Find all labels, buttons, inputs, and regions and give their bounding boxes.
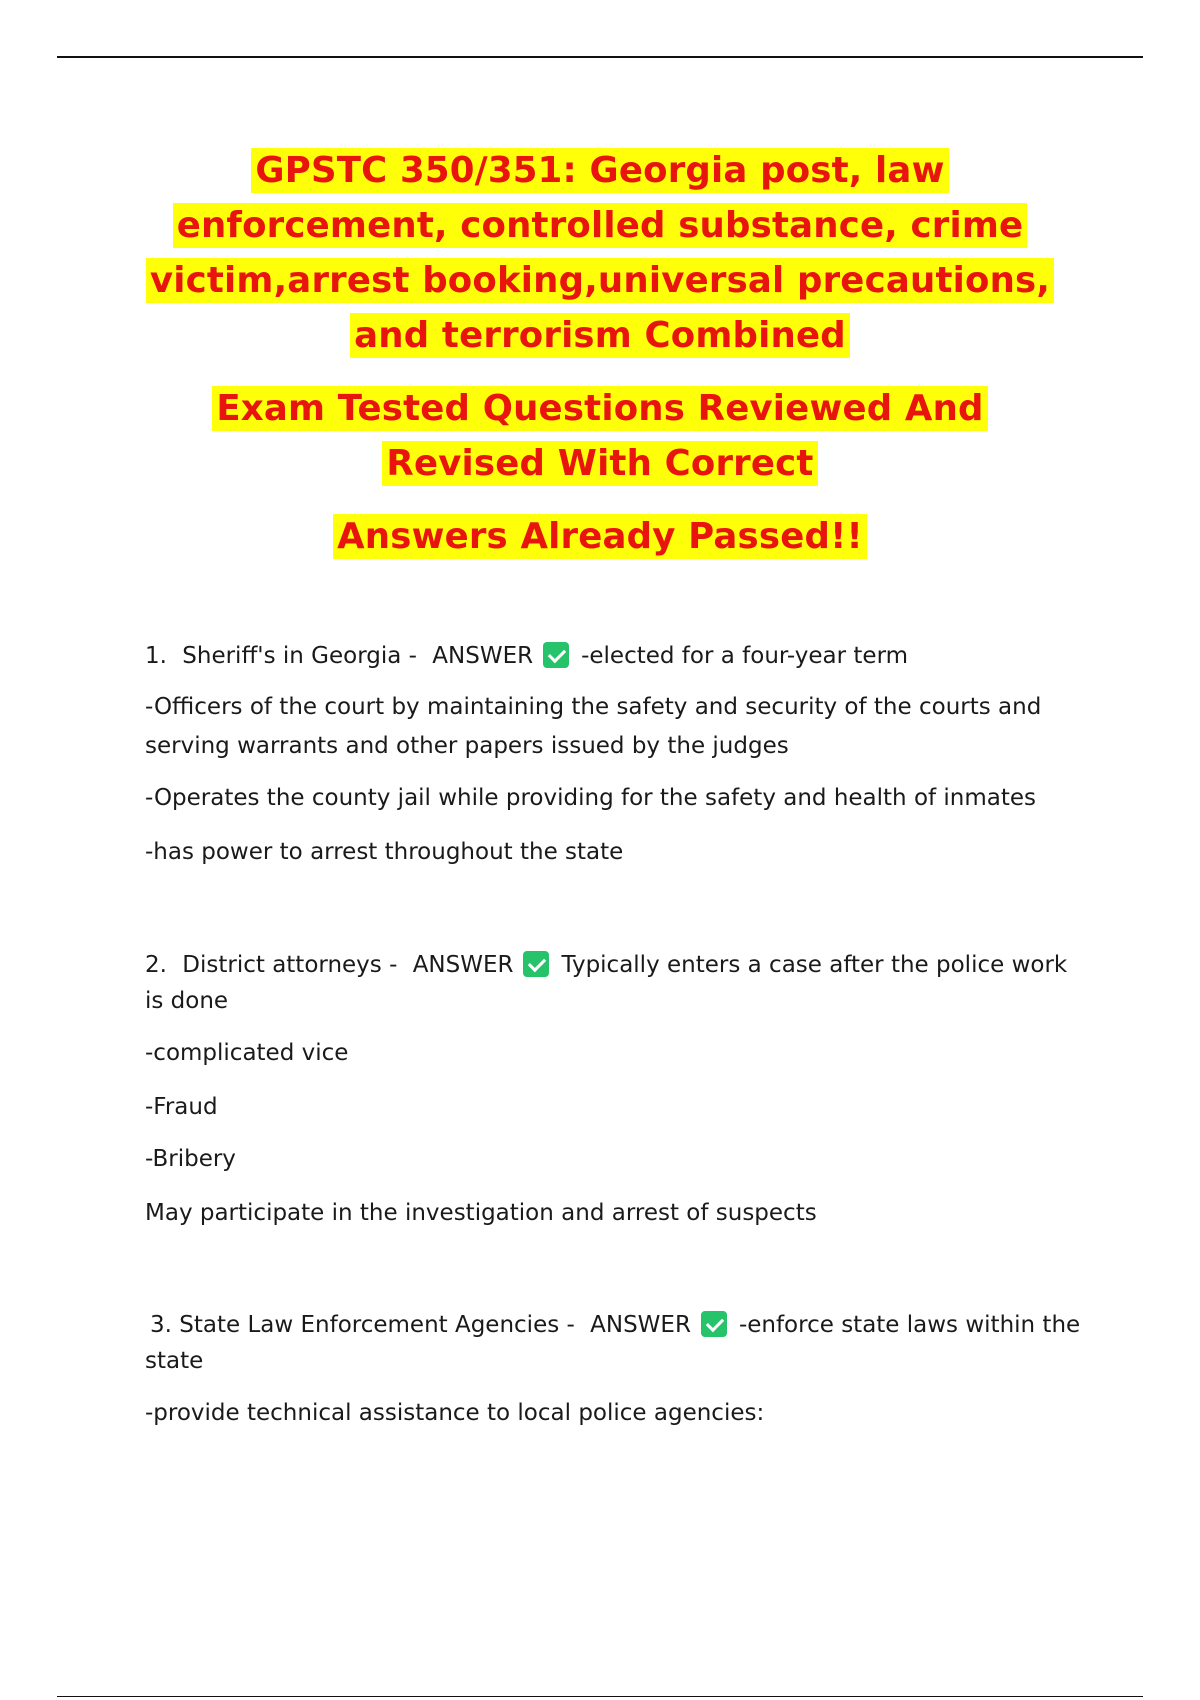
answer-label: ANSWER <box>590 1312 691 1338</box>
title-line: enforcement, controlled substance, crime <box>0 198 1200 253</box>
title-line: Revised With Correct <box>0 436 1200 491</box>
checkmark-icon <box>701 1311 727 1337</box>
title-line: Answers Already Passed!! <box>0 509 1200 564</box>
question-term: State Law Enforcement Agencies - <box>179 1312 575 1338</box>
question-1-heading <box>145 638 1095 675</box>
checkmark-icon <box>523 951 549 977</box>
answer-label: ANSWER <box>412 952 514 978</box>
top-rule <box>57 56 1143 58</box>
answer-line: -Operates the county jail while providing for the safety and health of inmates <box>145 785 1037 811</box>
answer-text: -elected for a four-year term <box>581 643 909 669</box>
title-line: Exam Tested Questions Reviewed And <box>0 381 1200 436</box>
bottom-rule <box>57 1696 1143 1697</box>
answer-line: -Fraud <box>145 1094 218 1120</box>
title-line: victim,arrest booking,universal precautions, <box>0 253 1200 308</box>
title-line: GPSTC 350/351: Georgia post, law <box>0 143 1200 198</box>
title-line: and terrorism Combined <box>0 308 1200 363</box>
title-main <box>0 143 1200 363</box>
answer-line: serving warrants and other papers issued by the judges <box>145 733 789 759</box>
question-term: Sheriff's in Georgia - <box>182 643 417 669</box>
question-number: 1. <box>145 643 167 669</box>
answer-line: -complicated vice <box>145 1040 349 1066</box>
question-number: 2. <box>145 952 167 978</box>
question-2-heading <box>145 947 1095 984</box>
answer-text: Typically enters a case after the police work <box>561 952 1068 978</box>
question-3-heading <box>150 1307 1100 1344</box>
title-tagline <box>0 509 1200 564</box>
question-term: District attorneys - <box>182 952 398 978</box>
question-number: 3. <box>150 1312 172 1338</box>
answer-line: -provide technical assistance to local police agencies: <box>145 1400 765 1426</box>
checkmark-icon <box>543 642 569 668</box>
answer-line: -has power to arrest throughout the state <box>145 839 624 865</box>
answer-continuation: is done <box>145 988 229 1014</box>
answer-continuation: state <box>145 1348 204 1374</box>
title-subtitle <box>0 381 1200 491</box>
answer-line: May participate in the investigation and arrest of suspects <box>145 1200 817 1226</box>
answer-line: -Bribery <box>145 1146 236 1172</box>
answer-label: ANSWER <box>432 643 534 669</box>
answer-line: -Officers of the court by maintaining the safety and security of the courts and <box>145 694 1042 720</box>
answer-text: -enforce state laws within the <box>738 1312 1081 1338</box>
